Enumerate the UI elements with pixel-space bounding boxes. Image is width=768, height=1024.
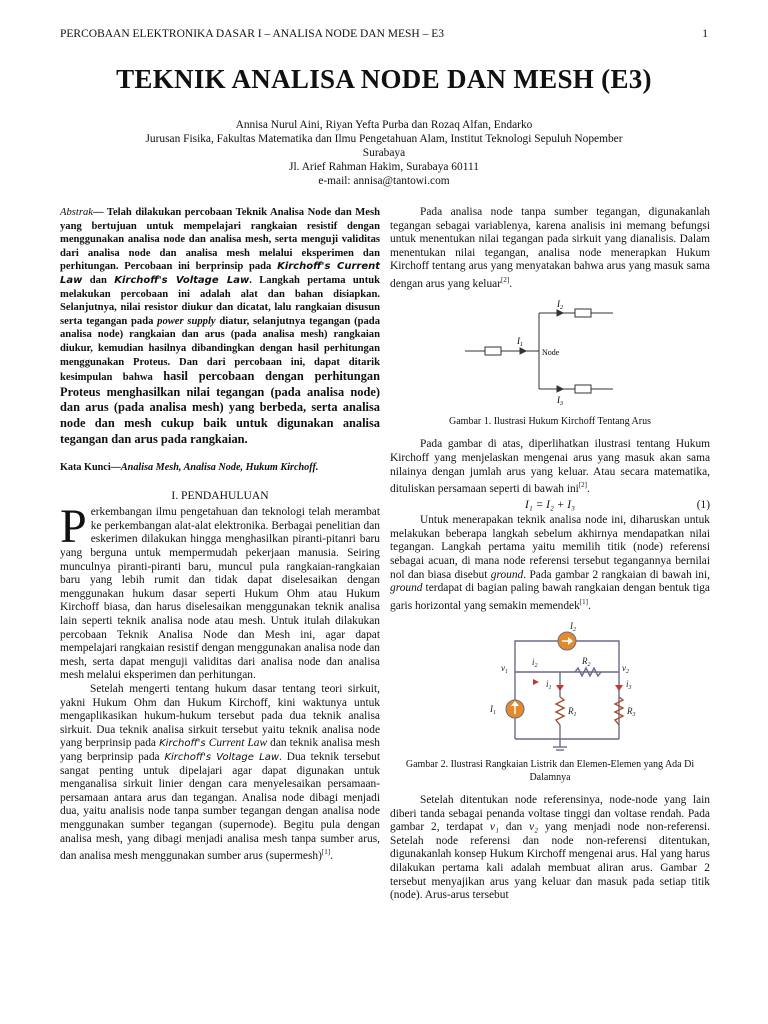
running-header	[60, 28, 708, 40]
intro-kcl-2: Current Law	[208, 737, 268, 750]
node-text-3c: terdapat di bagian paling bawah rangkaian dengan bentuk tiga garis horizontal yang semakin memendek	[390, 582, 710, 612]
drop-cap: P	[60, 500, 87, 554]
node-label: Node	[542, 348, 560, 358]
i2-label: $I_2$	[557, 299, 563, 312]
figure2-caption: Gambar 2. Ilustrasi Rangkaian Listrik dan Elemen-Elemen yang Ada Di Dalamnya	[405, 759, 695, 784]
intro-kvl: Kirchoff's Voltage Law	[164, 751, 280, 763]
label-R3: $R_3$	[627, 706, 636, 719]
ground-term-2: ground	[390, 582, 423, 595]
abstract-kcl: Kirchoff's Current Law	[60, 261, 380, 286]
i1-label: $I_1$	[517, 336, 523, 349]
author-email: e-mail: annisa@tantowi.com	[318, 175, 450, 187]
figure1-caption: Gambar 1. Ilustrasi Hukum Kirchoff Tentang Arus	[449, 416, 651, 428]
author-city: Surabaya	[362, 147, 406, 159]
i3-label: $I_3$	[557, 395, 563, 408]
node-paragraph-4	[390, 794, 710, 903]
node-paragraph-1: Pada analisa node tanpa sumber tegangan, digunakanlah tegangan sebagai variablenya, karena analisis ini memang befungsi untuk menentukan nilai tegangan pada sirkuit yang dianalisis. Dalam menentukan nilai tegangan, analisa node menerapkan Hukum Kirchoff tentang arus yang menyatakan bahwa arus yang masuk sama dengan arus yang keluar[2].	[390, 206, 710, 290]
node-paragraph-2: Pada gambar di atas, diperlihatkan ilustrasi tentang Hukum Kirchoff yang menjelaskan mengenai arus yang masuk akan sama nilainya dengan jumlah arus yang keluar. Atau secara matematika, dituliskan persamaan seperti di bawah ini[2].	[390, 438, 710, 495]
author-names: Annisa Nurul Aini, Riyan Yefta Purba dan Rozaq Alfan, Endarko	[235, 119, 533, 131]
abstract-label: Abstrak	[60, 207, 93, 218]
intro-paragraph-2	[60, 683, 380, 864]
intro-text-2a: Setelah mengerti tentang hukum dasar tentang teori sirkuit, yakni Hukum Ohm dan Hukum Kirchoff, kini waktunya untuk mengaplikasikan hukum-hukum tersebut pada dua teknik analisa sirkuit. Dua teknik analisa sirkuit tersebut yaitu teknik analisa node yang berprinsip pada	[60, 683, 380, 750]
node-text-1: Pada analisa node tanpa sumber tegangan, digunakanlah tegangan sebagai variablenya, karena analisis ini memang befungsi untuk menentukan nilai tegangan pada sirkuit yang dianalisis. Dalam menentukan nilai tegangan, analisa node menerapkan Hukum Kirchoff tentang arus yang menyatakan bahwa arus yang masuk sama dengan arus yang keluar	[390, 206, 710, 290]
abstract-dash: —	[92, 207, 107, 218]
page-number: 1	[702, 28, 708, 40]
intro-text-2c: . Dua teknik tersebut sangat penting untuk dipelajari agar dapat digunakan untuk menganalisa sirkuit linier dengan cara menyelesaikan persamaan-persamaan antara arus dan tegangan. Analisa node dibagi menjadi dua, yaitu analisis node tanpa sumber tegangan dengan analisa node menggunakan sumber tegangan (supernode). Begitu pula dengan analisa mesh, yang dibagi menjadi analisa mesh tanpa sumber arus, dan analisa mesh menggunakan sumber arus (supermesh)	[60, 750, 381, 862]
keywords-label: Kata Kunci—	[60, 462, 121, 474]
node-ref-1: [2]	[501, 275, 510, 284]
paper-title: TEKNIK ANALISA NODE DAN MESH (E3)	[116, 64, 652, 94]
label-R1: $R_1$	[568, 706, 577, 719]
current-source-i1	[506, 700, 524, 718]
intro-kcl-1: Kirchoff's	[159, 738, 206, 750]
abstract-text-4: hasil percobaan dengan perhitungan Proteus menghasilkan nilai tegangan (pada analisa node) dan arus (pada analisa mesh) yang berbeda, serta analisa node dan mesh cukup baik untuk digunakan analisa tegangan dan arus pada rangkaian.	[60, 369, 380, 446]
node-text-4a: Setelah ditentukan node referensinya, node-node yang lain diberi tanda sebagai penanda voltase tinggi dan voltase rendah. Pada gambar 2, terdapat	[390, 794, 710, 834]
abstract-text-3: diatur, selanjutnya tegangan (pada analisa node) rangkaian dan arus (pada analisa mesh) rangkaian diukur, kemudian hasilnya dibandingkan dengan hasil perhitungan menggunakan Proteus. Dan dari percobaan ini, dapat ditarik kesimpulan bahwa	[60, 315, 380, 384]
ground-term-1: ground	[490, 568, 524, 581]
label-i1: $i_1$	[546, 679, 552, 692]
keywords	[60, 461, 380, 475]
running-title: PERCOBAAN ELEKTRONIKA DASAR I – ANALISA NODE DAN MESH – E3	[60, 28, 444, 40]
section-heading: I. PENDAHULUAN	[171, 488, 269, 502]
node-paragraph-3: Untuk menerapakan teknik analisa node ini, diharuskan untuk melakukan beberapa langkah sebelum akhirnya mendapatkan nilai tegangan. Langkah pertama yaitu memilih titik (node) referensi sebagai acuan, di mana node referensi tersebut tegangannya bernilai nol dan biasa disebut ground. Pada gambar 2 rangkaian di bawah ini, ground terdapat di bagian paling bawah rangkaian dengan bentuk tiga garis horizontal yang semakin memendek[1].	[390, 514, 711, 612]
abstract-text-1: Telah dilakukan percobaan Teknik Analisa Node dan Mesh yang bertujuan untuk mempelajari rangkaian resistif dengan menggunakan analisa node dan analisa mesh, serta menguji validitas dari analisa node dan analisa mesh melalui eksperimen dan perhitungan. Percobaan ini berprinsip pada	[60, 207, 380, 273]
kirchoff-node-figure	[465, 299, 635, 409]
node-text-3b: . Pada gambar 2 rangkaian di bawah ini,	[523, 568, 711, 581]
abstract	[60, 206, 380, 447]
author-address: Jl. Arief Rahman Hakim, Surabaya 60111	[289, 161, 479, 173]
label-i3: $i_3$	[626, 679, 632, 692]
intro-paragraph-1	[60, 500, 380, 683]
abstract-text-2: . Langkah pertama untuk melakukan percobaan ini adalah alat dan bahan disiapkan. Selanjutnya, nilai resistor diukur dan dicatat, lalu rangkaian disusun serta tegangan pada	[60, 274, 381, 327]
label-v1: $v_1$	[501, 663, 508, 676]
label-I1: $I_1$	[490, 704, 496, 717]
node-text-4c: yang menjadi node non-referensi. Setelah node referensi dan node non-referensi ditentukan, digunakanlah konsep Hukum Kirchoff mengenai arus. Hal yang harus dilakukan pertama kali adalah membuat aliran arus. Gambar 2 tersebut menyajikan arus yang keluar dan masuk pada setiap titik (node). Arus-arus tersebut	[390, 821, 710, 902]
node-ref-2: [2]	[578, 481, 588, 490]
v1-term: v₁	[489, 821, 499, 834]
author-block	[60, 118, 708, 188]
node-text-3a: Untuk menerapakan teknik analisa node ini, diharuskan untuk melakukan beberapa langkah sebelum akhirnya mendapatkan nilai tegangan. Langkah pertama yaitu memilih titik (node) referensi sebagai acuan, di mana node referensi tersebut tegangannya bernilai nol dan biasa disebut	[390, 514, 710, 581]
label-i2: $i_2$	[532, 657, 538, 670]
keywords-list: Analisa Mesh, Analisa Node, Hukum Kirchoff.	[120, 462, 319, 474]
intro-text-1: erkembangan ilmu pengetahuan dan teknologi telah merambat ke perkembangan alat-alat elektronika. Berbagai penelitian dan eskerimen dilakukan hingga menghasilkan piranti-pitanri baru yang berguna untuk mempermudah pekerjaan manusia. Seiring munculnya piranti-piranti baru, muncul pula rangkaian-rangkaian baru yang lebih rumit dan tidak dapat diselesaikan dengan menggunakan hukum dasar seperti Hukum Ohm atau Hukum Kirchoff biasa, dan harus diselesaikan menggunakan teknik analisa lain seperti teknik analisa node atau mesh. Untuk itulah dilakukan percobaan Teknik Analisa Node dan Mesh ini, agar dapat mempelajari rangkaian resistif dengan menggunakan analisa node dan mesh, serta dapat menguji validitas dari analisa node dan analisa mesh melalui eksperimen dan perhitungan.	[60, 506, 380, 682]
intro-end: .	[330, 849, 333, 862]
right-column	[390, 206, 710, 903]
abstract-kvl: Kirchoff's Voltage Law	[114, 274, 250, 286]
circuit-figure	[390, 617, 710, 752]
label-I2: $I_2$	[570, 621, 576, 634]
label-R2: $R_2$	[582, 656, 591, 669]
intro-text-2b: dan teknik analisa mesh yang berprinsip pada	[60, 737, 380, 763]
equation-body: I₁ = I₂ + I₃	[524, 498, 576, 511]
node-text-4b: dan	[498, 821, 530, 834]
abstract-power-supply: power supply	[157, 315, 216, 327]
resistors	[556, 668, 623, 725]
label-v2: $v_2$	[622, 663, 629, 676]
circuit-wires	[515, 641, 619, 750]
abstract-and: dan	[82, 274, 115, 286]
resistor-r1	[556, 697, 564, 725]
v2-term: v₂	[529, 821, 539, 834]
intro-ref: [1]	[321, 848, 331, 857]
equation-number: (1)	[696, 498, 710, 511]
node-ref-3: [1]	[579, 597, 588, 606]
left-column	[60, 206, 380, 864]
author-affiliation: Jurusan Fisika, Fakultas Matematika dan Ilmu Pengetahuan Alam, Institut Teknologi Sepuluh Nopember	[145, 133, 623, 145]
current-source-i2	[558, 632, 576, 650]
node-text-2: Pada gambar di atas, diperlihatkan ilustrasi tentang Hukum Kirchoff yang menjelaskan mengenai arus yang masuk akan sama nilainya dengan jumlah arus yang keluar. Atau secara matematika, dituliskan persamaan seperti di bawah ini	[390, 438, 710, 495]
equation-1	[390, 499, 710, 513]
